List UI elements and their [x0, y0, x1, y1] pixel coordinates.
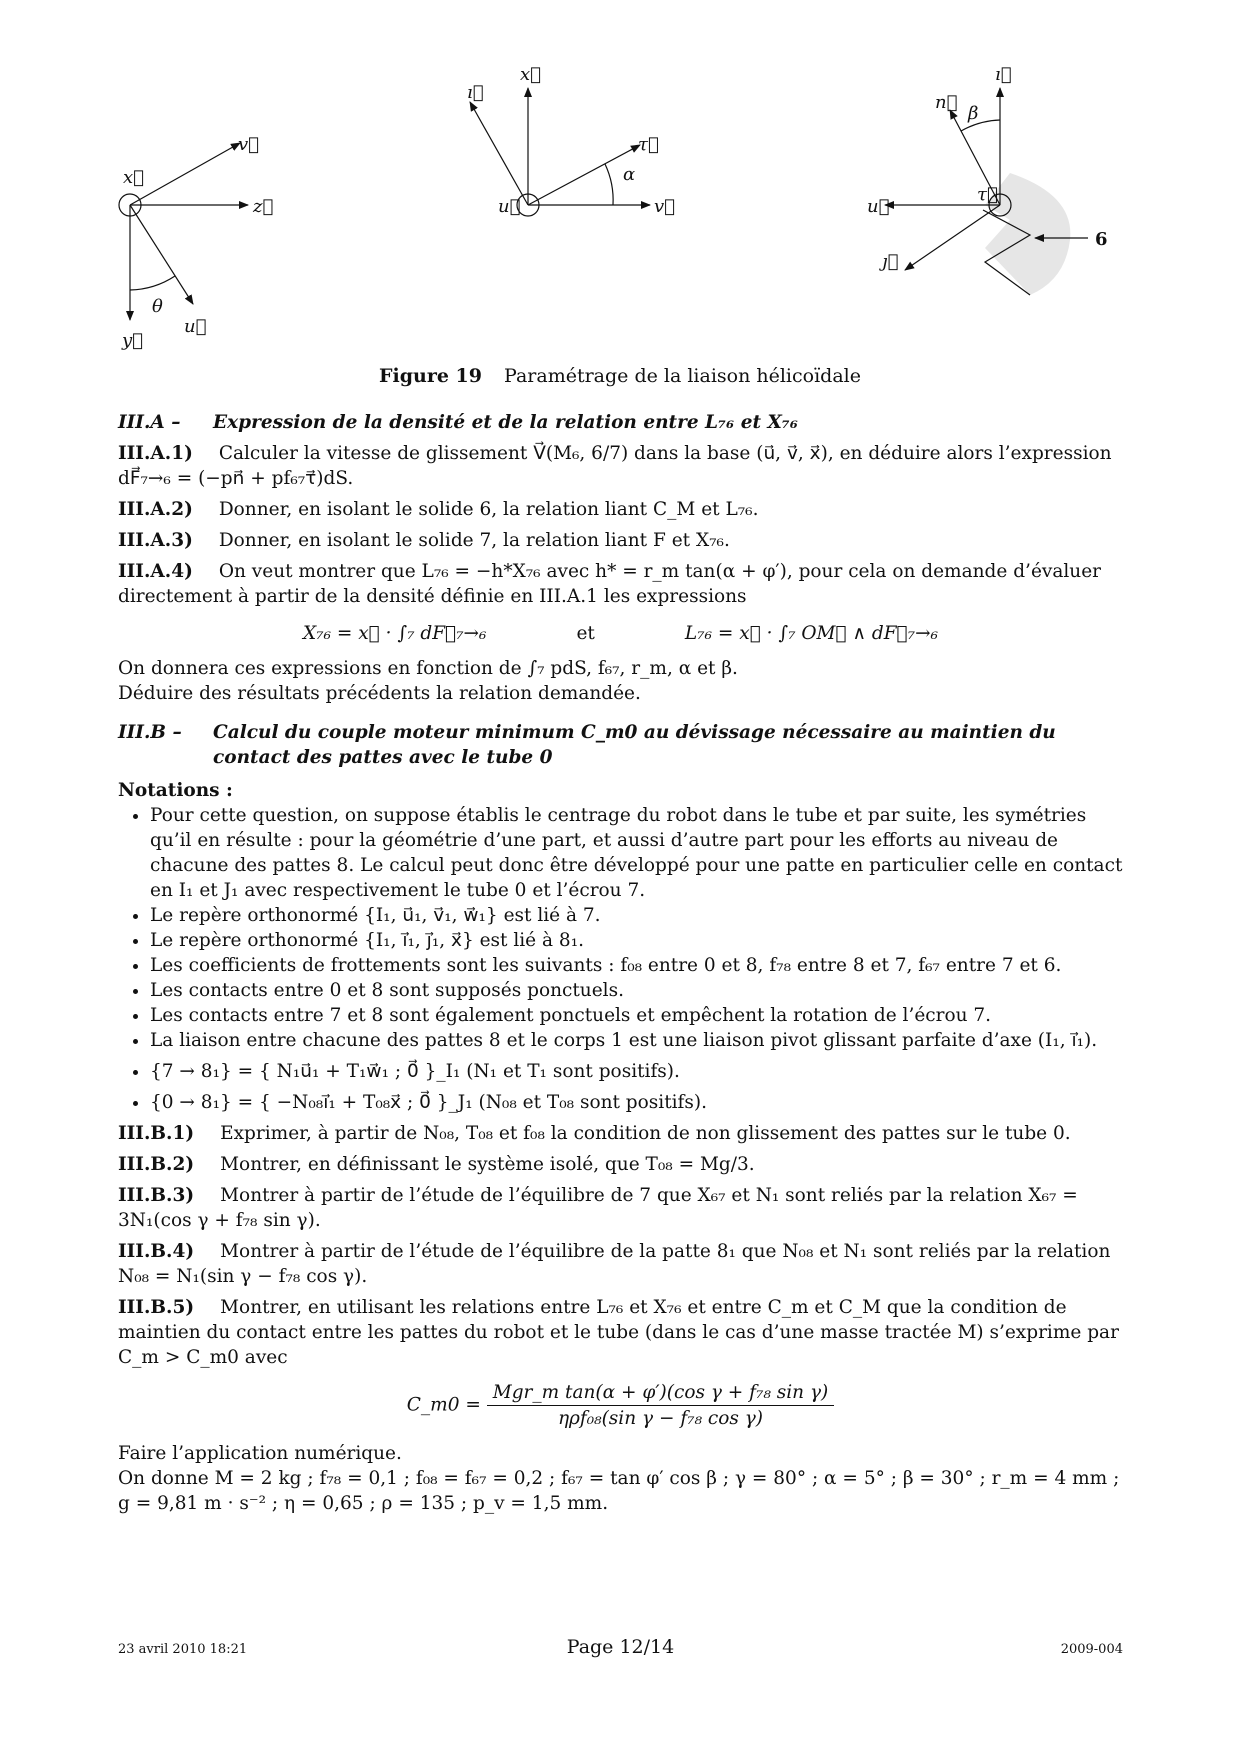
section-b-title: Calcul du couple moteur minimum C_m0 au dévissage nécessaire au maintien du contact des pattes avec le tube 0: [213, 722, 1056, 768]
equation-cm0-numerator: Mgr_m tan(α + φ′)(cos γ + f₇₈ sin γ): [487, 1380, 834, 1406]
left-label-v: v⃗: [238, 134, 259, 155]
section-a-number: III.A –: [118, 412, 181, 433]
question-a2-text: Donner, en isolant le solide 6, la relation liant C_M et L₇₆.: [218, 499, 759, 520]
footer-date: 23 avril 2010 18:21: [118, 1642, 248, 1657]
footer-code: 2009-004: [1060, 1642, 1123, 1657]
question-b5-text: Montrer, en utilisant les relations entre L₇₆ et X₇₆ et entre C_m et C_M que la condition de maintien du contact entre les pattes du robot et le tube (dans le cas d’une masse tractée M) s’exprime par C_m > C_m0 avec: [118, 1297, 1119, 1368]
question-a3: [118, 528, 1123, 553]
left-label-x: x⃗: [123, 167, 144, 188]
question-a1-number: III.A.1): [118, 443, 193, 464]
equation-cm0-denominator: ηρf₀₈(sin γ − f₇₈ cos γ): [557, 1408, 764, 1429]
list-item: • Le repère orthonormé {I₁, ı⃗₁, ȷ⃗₁, x⃗} est lié à 8₁.: [150, 928, 1123, 953]
section-a-heading: [118, 410, 1123, 435]
question-b3-text: Montrer à partir de l’étude de l’équilibre de 7 que X₆₇ et N₁ sont reliés par la relation X₆₇ = 3N₁(cos γ + f₇₈ sin γ).: [118, 1185, 1078, 1231]
question-b2-text: Montrer, en définissant le système isolé, que T₀₈ = Mg/3.: [220, 1154, 755, 1175]
mid-label-tau: τ⃗: [638, 134, 659, 155]
right-label-u: u⃗: [867, 196, 890, 217]
question-b4-text: Montrer à partir de l’étude de l’équilibre de la patte 8₁ que N₀₈ et N₁ sont reliés par la relation N₀₈ = N₁(sin γ − f₇₈ cos γ).: [118, 1241, 1111, 1287]
right-label-beta: β: [968, 103, 979, 124]
list-item: • Les contacts entre 7 et 8 sont également ponctuels et empêchent la rotation de l’écrou 7.: [150, 1003, 1123, 1028]
question-b4: [118, 1239, 1123, 1289]
question-a2: [118, 497, 1123, 522]
section-b-number: III.B –: [118, 722, 182, 743]
right-label-j: ȷ⃗: [882, 251, 899, 272]
figure-caption-label: Figure 19: [379, 365, 482, 387]
equation-cm0-lhs: C_m0 =: [406, 1394, 481, 1416]
section-a-title: Expression de la densité et de la relation entre L₇₆ et X₇₆: [213, 412, 799, 433]
list-item: • Pour cette question, on suppose établis le centrage du robot dans le tube et par suite, les symétries qu’il en résulte : pour la géométrie d’une part, et aussi d’autre part pour les efforts au niveau de chacune des pattes 8. Le calcul peut donc être développé pour une patte en particulier celle en contact en I₁ et J₁ avec respectivement le tube 0 et l’écrou 7.: [150, 803, 1123, 903]
section-a-after-1: On donnera ces expressions en fonction de ∫₇ pdS, f₆₇, r_m, α et β.: [118, 658, 738, 679]
question-a4-text: On veut montrer que L₇₆ = −h*X₇₆ avec h* = r_m tan(α + φ′), pour cela on demande d’évaluer directement à partir de la densité définie en III.A.1 les expressions: [118, 561, 1101, 607]
list-item: • {7 → 8₁} = { N₁u⃗₁ + T₁w⃗₁ ; 0⃗ }_I₁ (N₁ et T₁ sont positifs).: [150, 1059, 1123, 1084]
equation-cm0: [118, 1380, 1123, 1431]
question-a3-text: Donner, en isolant le solide 7, la relation liant F et X₇₆.: [218, 530, 730, 551]
question-b5-number: III.B.5): [118, 1297, 195, 1318]
right-label-i: ı⃗: [995, 64, 1012, 85]
equation-l76: L₇₆ = x⃗ · ∫₇ OM⃗ ∧ dF⃗₇→₆: [684, 623, 938, 644]
question-b1: [118, 1121, 1123, 1146]
equation-et: et: [576, 623, 595, 644]
list-item: • Les coefficients de frottements sont les suivants : f₀₈ entre 0 et 8, f₇₈ entre 8 et 7, f₆₇ entre 7 et 6.: [150, 953, 1123, 978]
right-label-six: 6: [1095, 229, 1108, 250]
section-a-after-2: Déduire des résultats précédents la relation demandée.: [118, 683, 641, 704]
equation-x76: X₇₆ = x⃗ · ∫₇ dF⃗₇→₆: [302, 623, 487, 644]
question-a1: [118, 441, 1123, 491]
list-item: • Les contacts entre 0 et 8 sont supposés ponctuels.: [150, 978, 1123, 1003]
mid-label-v: v⃗: [654, 196, 675, 217]
mid-label-x: x⃗: [520, 64, 541, 85]
figure-19-diagrams: [0, 50, 1240, 370]
question-b3-number: III.B.3): [118, 1185, 195, 1206]
question-b2: [118, 1152, 1123, 1177]
list-item: • Le repère orthonormé {I₁, u⃗₁, v⃗₁, w⃗₁} est lié à 7.: [150, 903, 1123, 928]
mid-label-alpha: α: [623, 164, 636, 185]
main-content: [118, 410, 1123, 1516]
right-label-n: n⃗: [935, 92, 958, 113]
question-b5: [118, 1295, 1123, 1370]
footer-page-number: Page 12/14: [566, 1636, 675, 1658]
question-b3: [118, 1183, 1123, 1233]
application-title: Faire l’application numérique.: [118, 1443, 402, 1464]
question-b1-number: III.B.1): [118, 1123, 195, 1144]
mid-label-i: ı⃗: [467, 82, 484, 103]
list-item: • {0 → 8₁} = { −N₀₈ı⃗₁ + T₀₈x⃗ ; 0⃗ }_J₁ (N₀₈ et T₀₈ sont positifs).: [150, 1090, 1123, 1115]
equation-cm0-fraction: [487, 1380, 834, 1431]
notations-list: [118, 803, 1123, 1115]
figure-caption: [0, 365, 1240, 387]
list-item: • La liaison entre chacune des pattes 8 et le corps 1 est une liaison pivot glissant parfaite d’axe (I₁, ı⃗₁).: [150, 1028, 1123, 1053]
left-label-theta: θ: [152, 296, 163, 317]
right-diagram: [867, 64, 1108, 295]
left-label-y: y⃗: [122, 330, 143, 351]
mid-label-u: u⃗: [498, 196, 521, 217]
middle-diagram: [470, 88, 650, 216]
question-b2-number: III.B.2): [118, 1154, 195, 1175]
right-label-tau: τ⃗: [977, 184, 998, 205]
question-a4: [118, 559, 1123, 609]
figure-caption-text: Paramétrage de la liaison hélicoïdale: [504, 365, 861, 387]
question-a1-text: Calculer la vitesse de glissement V⃗(M₆, 6/7) dans la base (u⃗, v⃗, x⃗), en déduire alors l’expression dF⃗₇→₆ = (−pn⃗ + pf₆₇τ⃗)dS.: [118, 443, 1112, 489]
page-footer: [118, 1636, 1123, 1658]
question-a3-number: III.A.3): [118, 530, 193, 551]
equation-integrals: [118, 621, 1123, 646]
notations-title: Notations :: [118, 780, 233, 801]
question-a2-number: III.A.2): [118, 499, 193, 520]
application-values: On donne M = 2 kg ; f₇₈ = 0,1 ; f₀₈ = f₆₇ = 0,2 ; f₆₇ = tan φ′ cos β ; γ = 80° ; α = 5° ; β = 30° ; r_m = 4 mm ; g = 9,81 m · s⁻² ; η = 0,65 ; ρ = 135 ; p_v = 1,5 mm.: [118, 1468, 1120, 1514]
left-label-z: z⃗: [253, 196, 274, 217]
left-label-u: u⃗: [184, 316, 207, 337]
question-b1-text: Exprimer, à partir de N₀₈, T₀₈ et f₀₈ la condition de non glissement des pattes sur le tube 0.: [220, 1123, 1071, 1144]
question-b4-number: III.B.4): [118, 1241, 195, 1262]
section-b-heading: [118, 720, 1123, 770]
question-a4-number: III.A.4): [118, 561, 193, 582]
